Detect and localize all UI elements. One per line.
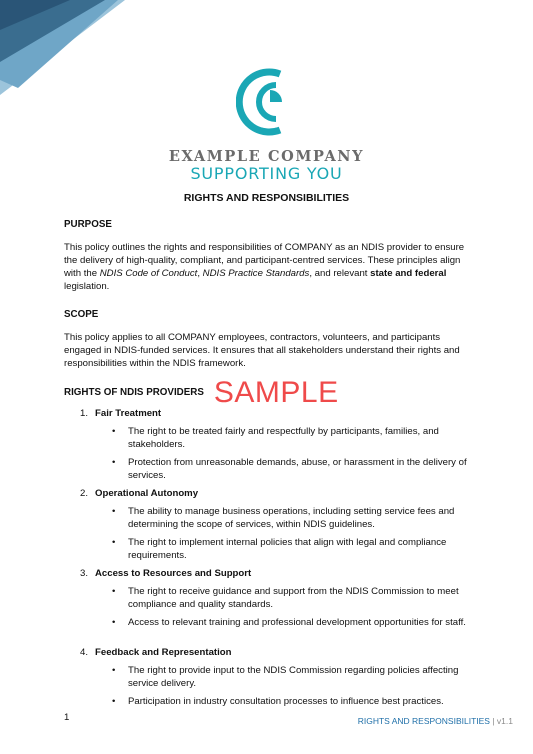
bullet-item <box>112 505 474 531</box>
rights-heading-row <box>64 376 474 409</box>
bullet-item <box>112 695 474 708</box>
purpose-text-3: legislation. <box>64 281 110 292</box>
section-title-row <box>64 567 474 580</box>
purpose-paragraph <box>64 241 474 293</box>
code-of-conduct-ref: NDIS Code of Conduct <box>99 268 198 279</box>
bullet-icon: • <box>112 457 116 468</box>
rights-section <box>64 407 474 482</box>
practice-standards-ref: NDIS Practice Standards <box>202 268 310 279</box>
bullet-icon: • <box>112 617 116 628</box>
bullet-icon: • <box>112 426 116 437</box>
sample-watermark: SAMPLE <box>213 376 339 409</box>
bullet-icon: • <box>112 696 116 707</box>
bullet-text: The right to provide input to the NDIS Commission regarding policies affecting service delivery. <box>128 665 459 689</box>
bullet-icon: • <box>112 537 116 548</box>
company-tagline: SUPPORTING YOU <box>190 164 343 183</box>
bullet-item <box>112 664 474 690</box>
section-title: Operational Autonomy <box>95 488 199 499</box>
bullet-text: Participation in industry consultation processes to influence best practices. <box>128 696 444 707</box>
purpose-heading: PURPOSE <box>64 219 112 230</box>
bullet-item <box>112 456 474 482</box>
section-number: 1. <box>80 408 89 419</box>
section-number: 4. <box>80 647 89 658</box>
rights-list <box>64 407 474 708</box>
footer-separator: | <box>489 716 497 726</box>
bullet-text: The right to be treated fairly and respectfully by participants, families, and stakeholders. <box>128 426 439 450</box>
bullet-icon: • <box>112 586 116 597</box>
bullet-item <box>112 616 474 629</box>
bullet-text: Access to relevant training and professional development opportunities for staff. <box>128 617 466 628</box>
section-title: Access to Resources and Support <box>95 568 252 579</box>
scope-paragraph: This policy applies to all COMPANY employees, contractors, volunteers, and participants engaged in NDIS-funded services. It ensures that all stakeholders understand their rights and responsibilities within the NDIS framework. <box>64 332 460 369</box>
page-number: 1 <box>64 712 70 723</box>
rights-heading: RIGHTS OF NDIS PROVIDERS <box>64 386 204 398</box>
purpose-bold: state and federal <box>370 268 447 279</box>
document-title: RIGHTS AND RESPONSIBILITIES <box>183 192 350 204</box>
bullet-item <box>112 425 474 451</box>
footer-version: v1.1 <box>496 716 513 726</box>
footer-title: RIGHTS AND RESPONSIBILITIES <box>357 716 490 726</box>
rights-section <box>64 567 474 629</box>
section-title: Fair Treatment <box>95 408 162 419</box>
bullet-text: The ability to manage business operations, including setting service fees and determining the scope of services, within NDIS guidelines. <box>128 506 455 530</box>
company-logo-mark-icon <box>236 66 298 138</box>
section-number: 2. <box>80 488 89 499</box>
footer <box>358 716 513 726</box>
bullet-text: Protection from unreasonable demands, abuse, or harassment in the delivery of services. <box>128 457 467 481</box>
section-title-row <box>64 487 474 500</box>
bullet-text: The right to implement internal policies that align with legal and compliance requirements. <box>128 537 447 561</box>
company-name: EXAMPLE COMPANY <box>168 148 365 165</box>
logo <box>0 66 533 138</box>
bullet-icon: • <box>112 665 116 676</box>
document-body <box>64 218 474 708</box>
purpose-text: This policy outlines the rights and responsibilities of COMPANY as an NDIS provider to ensure the delivery of high-quality, compliant, and participant-centred services. These principles align with the <box>64 242 465 279</box>
rights-section <box>64 487 474 562</box>
rights-section <box>64 646 474 708</box>
section-title-row <box>64 646 474 659</box>
purpose-text-2: , and relevant <box>309 268 371 279</box>
bullet-item <box>112 585 474 611</box>
section-number: 3. <box>80 568 89 579</box>
section-title: Feedback and Representation <box>95 647 232 658</box>
bullet-text: The right to receive guidance and support from the NDIS Commission to meet compliance and quality standards. <box>128 586 459 610</box>
bullet-icon: • <box>112 506 116 517</box>
bullet-item <box>112 536 474 562</box>
purpose-sep: , <box>197 268 203 279</box>
scope-heading: SCOPE <box>64 309 99 320</box>
